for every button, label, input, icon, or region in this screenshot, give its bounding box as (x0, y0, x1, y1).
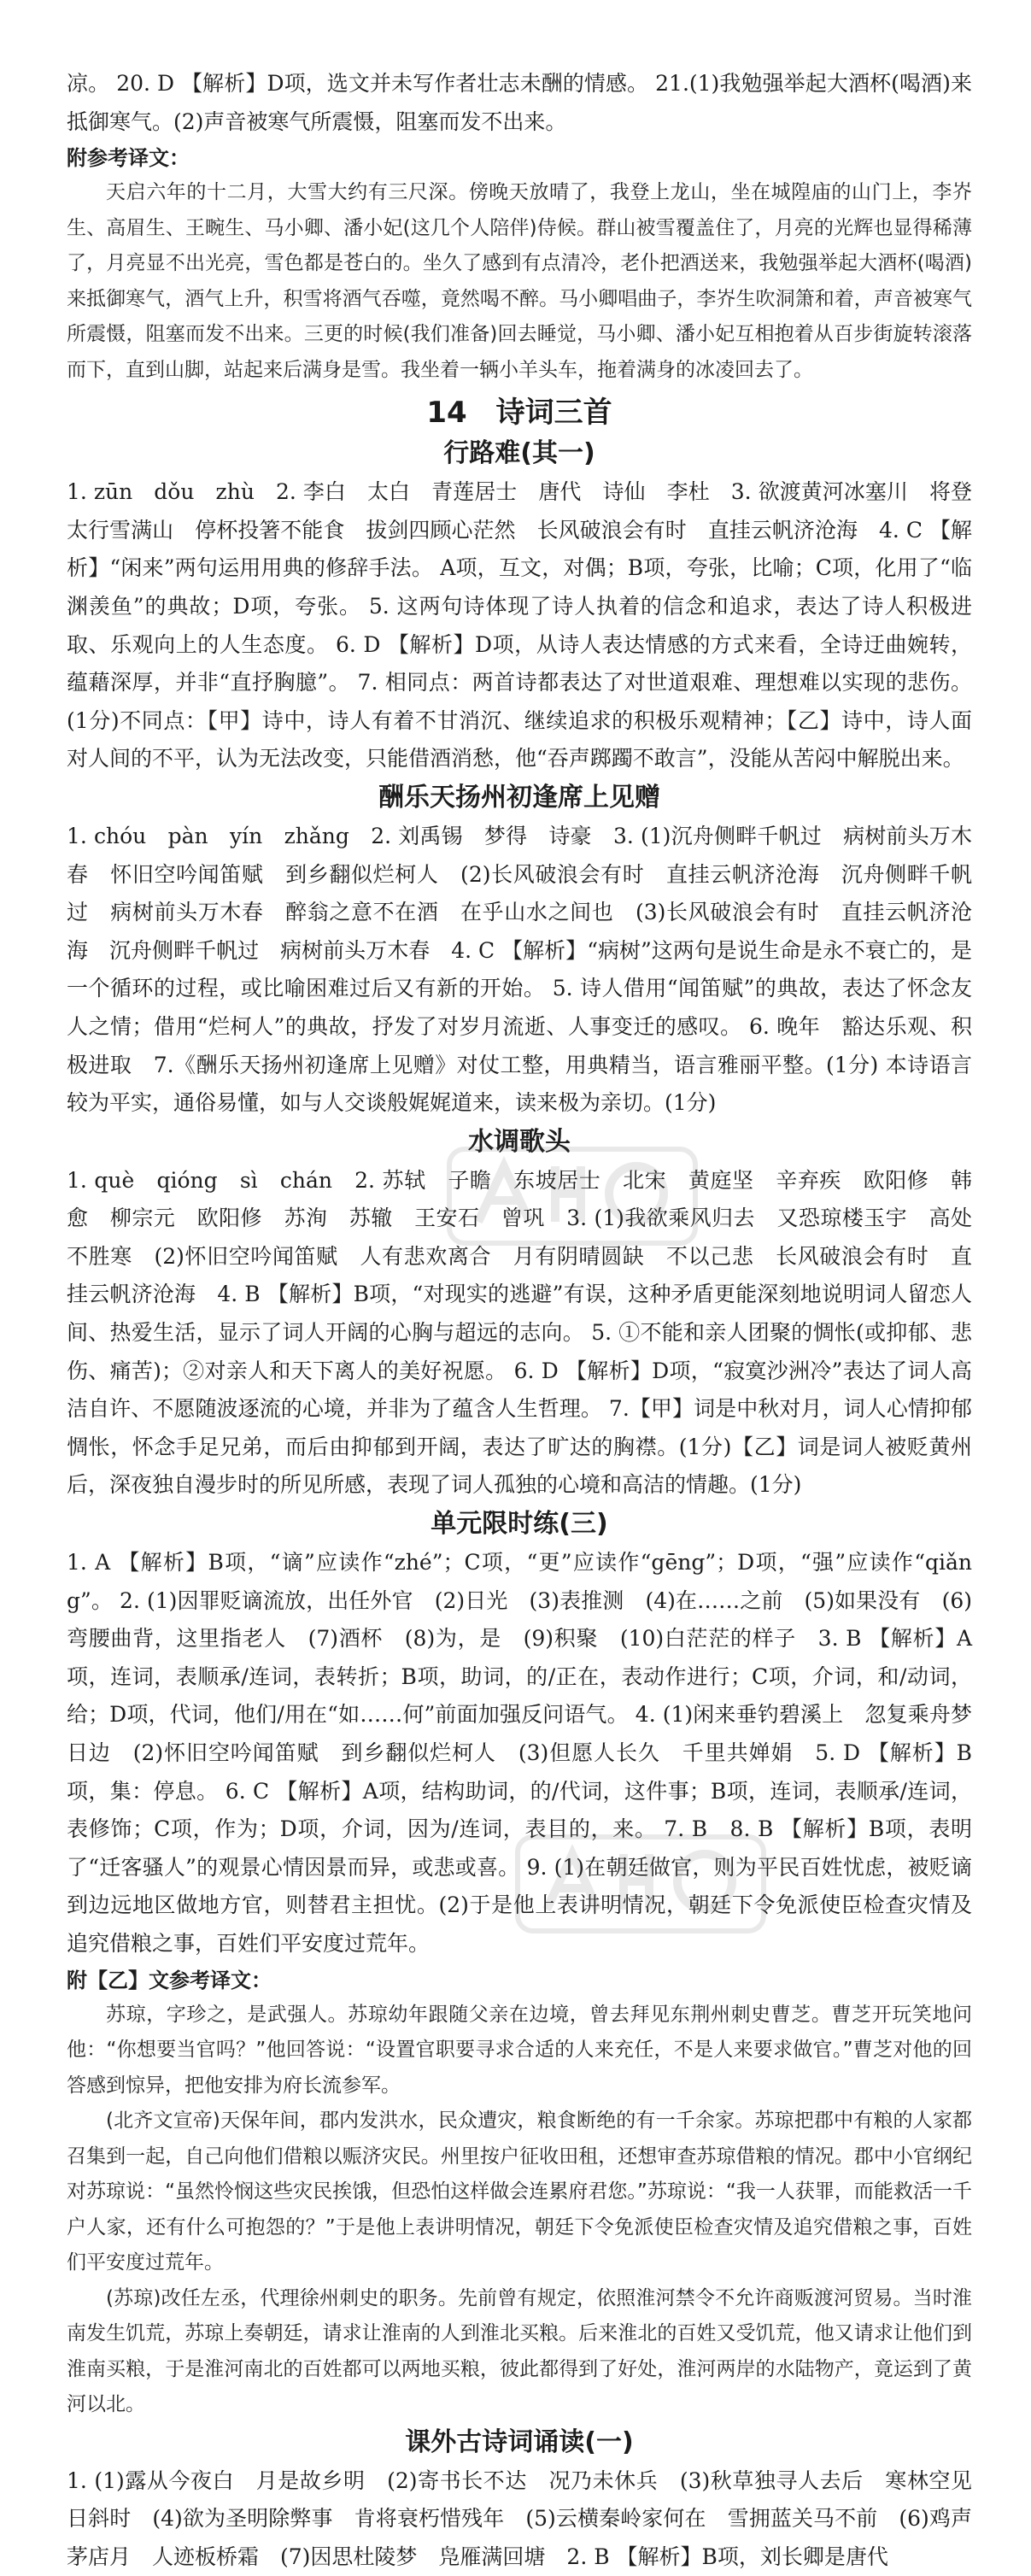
poem-3-title: 水调歌头 (468, 1126, 571, 1157)
unit-translation-paragraph: (北齐文宣帝)天保年间，郡内发洪水，民众遭灾，粮食断绝的有一千余家。苏琼把郡中有粮的人家都召集到一起，自己向他们借粮以赈济灾民。州里按户征收田租，还想审查苏琼借粮的情况。郡中小官纲纪对苏琼说：“虽然怜悯这些灾民挨饿，但恐怕这样做会连累府君您。”苏琼说：“我一人获罪，而能救活一千户人家，还有什么可抱怨的？”于是他上表讲明情况，朝廷下令免派使臣检查灾情及追究借粮之事，百姓们平安度过荒年。 (67, 2110, 972, 2274)
recite-title: 课外古诗词诵读(一) (405, 2426, 634, 2457)
unit-test-title: 单元限时练(三) (431, 1509, 608, 1540)
poem-1-title: 行路难(其一) (443, 438, 595, 469)
poem-2-title: 酬乐天扬州初逢席上见赠 (378, 782, 660, 813)
ref-translation-heading: 附参考译文： (67, 146, 190, 171)
unit-translation-heading: 附【乙】文参考译文： (67, 1968, 272, 1992)
unit-translation-paragraph: 苏琼，字珍之，是武强人。苏琼幼年跟随父亲在边境，曾去拜见东荆州刺史曹芝。曹芝开玩笑地问他：“你想要当官吗？”他回答说：“设置官职要寻求合适的人来充任，不是人来要求做官。”曹芝对他的回答感到惊异，把他安排为府长流参军。 (67, 2003, 972, 2097)
poem-3-answers: 1. què qióng sì chán 2. 苏轼 子瞻 东坡居士 北宋 黄庭坚 辛弃疾 欧阳修 韩愈 柳宗元 欧阳修 苏洵 苏辙 王安石 曾巩 3. (1)我欲乘风归去 又恐琼楼玉宇 高处不胜寒 (2)怀旧空吟闻笛赋 人有悲欢离合 月有阴晴圆缺 不以己悲 长风破浪会有时 直挂云帆济沧海 4. B 【解析】B项，“对现实的逃避”有误，这种矛盾更能深刻地说明词人留恋人间、热爱生活，显示了词人开阔的心胸与超远的志向。 5. ①不能和亲人团聚的惆怅(或抑郁、悲伤、痛苦)；②对亲人和天下离人的美好祝愿。 6. D 【解析】D项，“寂寞沙洲冷”表达了词人高洁自许、不愿随波逐流的心境，并非为了蕴含人生哲理。 7.【甲】词是中秋对月，词人心情抑郁惆怅，怀念手足兄弟，而后由抑郁到开阔，表达了旷达的胸襟。(1分)【乙】词是词人被贬黄州后，深夜独自漫步时的所见所感，表现了词人孤独的心境和高洁的情趣。(1分) (67, 1167, 972, 1498)
answer-page (67, 65, 972, 2576)
recite-answers: 1. (1)露从今夜白 月是故乡明 (2)寄书长不达 况乃未休兵 (3)秋草独寻人去后 寒林空见日斜时 (4)欲为圣明除弊事 肯将衰朽惜残年 (5)云横秦岭家何在 雪拥蓝关马不前 (6)鸡声茅店月 人迹板桥霜 (7)因思杜陵梦 凫雁满回塘 2. B 【解析】B项，刘长卿是唐代 (67, 2467, 972, 2569)
unit-translation-paragraph: (苏琼)改任左丞，代理徐州刺史的职务。先前曾有规定，依照淮河禁令不允许商贩渡河贸易。当时淮南发生饥荒，苏琼上奏朝廷，请求让淮南的人到淮北买粮。后来淮北的百姓又受饥荒，他又请求让他们到淮南买粮，于是淮河南北的百姓都可以两地买粮，彼此都得到了好处，淮河两岸的水陆物产，竟运到了黄河以北。 (67, 2286, 972, 2416)
poem-1-answers: 1. zūn dǒu zhù 2. 李白 太白 青莲居士 唐代 诗仙 李杜 3. 欲渡黄河冰塞川 将登太行雪满山 停杯投箸不能食 拔剑四顾心茫然 长风破浪会有时 直挂云帆济沧海 4. C 【解析】“闲来”两句运用用典的修辞手法。 A项，互文，对偶；B项，夸张，比喻；C项，化用了“临渊羡鱼”的典故；D项，夸张。 5. 这两句诗体现了诗人执着的信念和追求，表达了诗人积极进取、乐观向上的人生态度。 6. D 【解析】D项，从诗人表达情感的方式来看，全诗迂曲婉转，蕴藉深厚，并非“直抒胸臆”。 7. 相同点：两首诗都表达了对世道艰难、理想难以实现的悲伤。(1分)不同点：【甲】诗中，诗人有着不甘消沉、继续追求的积极乐观精神；【乙】诗中，诗人面对人间的不平，认为无法改变，只能借酒消愁，他“吞声踯躅不敢言”，没能从苦闷中解脱出来。 (67, 479, 972, 772)
unit-test-answers: 1. A 【解析】B项，“谪”应读作“zhé”；C项，“更”应读作“gēng”；D项，“强”应读作“qiǎng”。 2. (1)因罪贬谪流放，出任外官 (2)日光 (3)表推测 (4)在……之前 (5)如果没有 (6)弯腰曲背，这里指老人 (7)酒杯 (8)为，是 (9)积聚 (10)白茫茫的样子 3. B 【解析】A项，连词，表顺承/连词，表转折；B项，助词，的/正在，表动作进行；C项，介词，和/动词，给；D项，代词，他们/用在“如……何”前面加强反问语气。 4. (1)闲来垂钓碧溪上 忽复乘舟梦日边 (2)怀旧空吟闻笛赋 到乡翻似烂柯人 (3)但愿人长久 千里共婵娟 5. D 【解析】B项，集：停息。 6. C 【解析】A项，结构助词，的/代词，这件事；B项，连词，表顺承/连词，表修饰；C项，作为；D项，介词，因为/连词，表目的，来。 7. B 8. B 【解析】B项，表明了“迁客骚人”的观景心情因景而异，或悲或喜。 9. (1)在朝廷做官，则为平民百姓忧虑，被贬谪到边远地区做地方官，则替君主担忧。(2)于是他上表讲明情况，朝廷下令免派使臣检查灾情及追究借粮之事，百姓们平安度过荒年。 (67, 1550, 972, 1956)
intro-answers: 凉。 20. D 【解析】D项，选文并未写作者壮志未酬的情感。 21.(1)我勉强举起大酒杯(喝酒)来抵御寒气。(2)声音被寒气所震慑，阻塞而发不出来。 (67, 71, 972, 134)
ref-translation-text: 天启六年的十二月，大雪大约有三尺深。傍晚天放晴了，我登上龙山，坐在城隍庙的山门上，李岕生、高眉生、王畹生、马小卿、潘小妃(这几个人陪伴)侍候。群山被雪覆盖住了，月亮的光辉也显得稀薄了，月亮显不出光亮，雪色都是苍白的。坐久了感到有点清冷，老仆把酒送来，我勉强举起大酒杯(喝酒)来抵御寒气，酒气上升，积雪将酒气吞噬，竟然喝不醉。马小卿唱曲子，李岕生吹洞箫和着，声音被寒气所震慑，阻塞而发不出来。三更的时候(我们准备)回去睡觉，马小卿、潘小妃互相抱着从百步街旋转滚落而下，直到山脚，站起来后满身是雪。我坐着一辆小羊头车，拖着满身的冰凌回去了。 (67, 181, 972, 381)
section-14-title: 14 诗词三首 (426, 396, 612, 431)
poem-2-answers: 1. chóu pàn yín zhǎng 2. 刘禹锡 梦得 诗豪 3. (1)沉舟侧畔千帆过 病树前头万木春 怀旧空吟闻笛赋 到乡翻似烂柯人 (2)长风破浪会有时 直挂云帆济沧海 沉舟侧畔千帆过 病树前头万木春 醉翁之意不在酒 在乎山水之间也 (3)长风破浪会有时 直挂云帆济沧海 沉舟侧畔千帆过 病树前头万木春 4. C 【解析】“病树”这两句是说生命是永不衰亡的，是一个循环的过程，或比喻困难过后又有新的开始。 5. 诗人借用“闻笛赋”的典故，表达了怀念友人之情；借用“烂柯人”的典故，抒发了对岁月流逝、人事变迁的感叹。 6. 晚年 豁达乐观、积极进取 7.《酬乐天扬州初逢席上见赠》对仗工整，用典精当，语言雅丽平整。(1分) 本诗语言较为平实，通俗易懂，如与人交谈般娓娓道来，读来极为亲切。(1分) (67, 823, 972, 1116)
